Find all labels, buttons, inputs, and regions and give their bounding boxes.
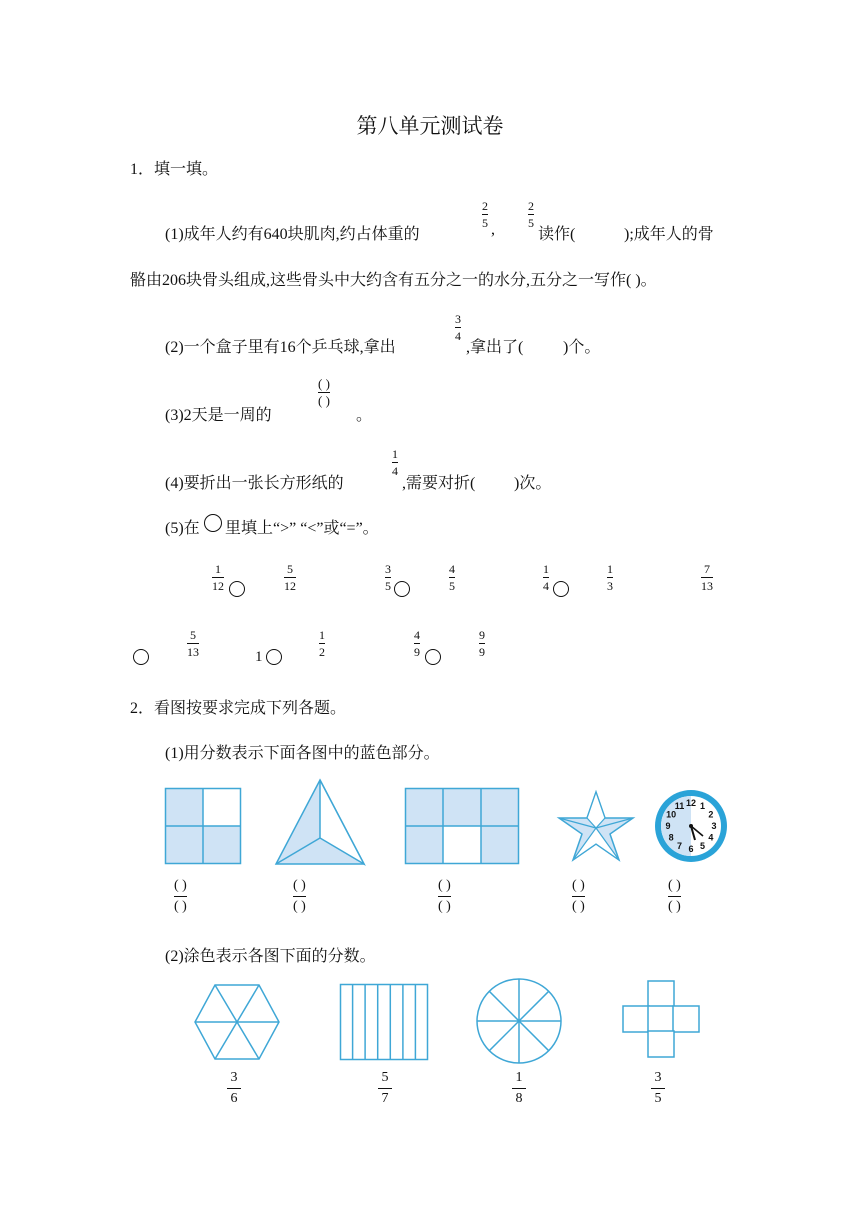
clock-number: 11: [674, 801, 685, 812]
clock-number: 3: [711, 821, 717, 831]
compare-2-answer-circle[interactable]: [394, 581, 410, 597]
target-fraction-striped: 5 7: [378, 1071, 392, 1106]
figure-striped-rectangle: [340, 984, 428, 1060]
compare-1-answer-circle[interactable]: [229, 581, 245, 597]
compare-3-left: 1 4: [543, 562, 549, 593]
q4-fraction: 1 4: [392, 447, 398, 478]
compare-5-answer-circle[interactable]: [266, 649, 282, 665]
q5-text-a: (5)在: [165, 520, 200, 537]
compare-2-right: 4 5: [449, 562, 455, 593]
q4-text-c: )次。: [514, 475, 552, 492]
section2-sub1: (1)用分数表示下面各图中的蓝色部分。: [165, 745, 440, 762]
answer-fraction-4[interactable]: ( ) ( ): [572, 878, 585, 914]
figure-square-grid: [165, 788, 241, 864]
q3-text-b: 。: [356, 407, 373, 424]
figure-hexagon: [194, 984, 280, 1060]
figure-circle-sectors: [476, 978, 562, 1064]
clock-number: 10: [666, 809, 677, 820]
compare-4-left: 7 13: [701, 562, 713, 593]
page-title: 第八单元测试卷: [356, 114, 504, 138]
clock-number: 2: [708, 809, 714, 820]
answer-fraction-1[interactable]: ( ) ( ): [174, 878, 187, 914]
clock-icon: [653, 788, 729, 864]
answer-fraction-3[interactable]: ( ) ( ): [438, 878, 451, 914]
compare-4-answer-circle[interactable]: [133, 649, 149, 665]
q1-comma: ,: [491, 221, 495, 238]
clock-number: 6: [688, 844, 694, 854]
q3-answer-fraction[interactable]: ( ) ( ): [318, 376, 330, 408]
compare-4-right: 5 13: [187, 628, 199, 659]
q2-fraction: 3 4: [455, 312, 461, 343]
circle-symbol-icon: [204, 514, 222, 532]
clock-number: 5: [699, 840, 706, 851]
q1-text-c: );成年人的骨: [624, 226, 714, 243]
target-fraction-circle: 1 8: [512, 1071, 526, 1106]
compare-1-right: 5 12: [284, 562, 296, 593]
answer-fraction-5[interactable]: ( ) ( ): [668, 878, 681, 914]
compare-6-answer-circle[interactable]: [425, 649, 441, 665]
target-fraction-hexagon: 3 6: [227, 1071, 241, 1106]
q5-text-b: 里填上“>” “<”或“=”。: [225, 520, 379, 537]
clock-number: 4: [708, 832, 714, 843]
section2-sub2: (2)涂色表示各图下面的分数。: [165, 948, 376, 965]
figure-triangle: [274, 778, 366, 866]
clock-number: 8: [668, 832, 674, 843]
q3-text-a: (3)2天是一周的: [165, 407, 272, 424]
q1-fraction-2: 2 5: [528, 199, 534, 230]
compare-5-right: 1 2: [319, 628, 325, 659]
compare-5-left: 1: [255, 649, 263, 665]
answer-fraction-2[interactable]: ( ) ( ): [293, 878, 306, 914]
q2-text-c: )个。: [563, 339, 601, 356]
clock-number: 9: [665, 821, 671, 831]
q4-text-b: ,需要对折(: [402, 475, 476, 492]
q1-text-b: 读作(: [538, 226, 576, 243]
target-fraction-cross: 3 5: [651, 1071, 665, 1106]
figure-star: [558, 790, 634, 862]
clock-number: 1: [699, 801, 706, 812]
section1-heading: 1．填一填。: [130, 161, 219, 178]
clock-number: 12: [685, 798, 697, 808]
q1-text-line2: 骼由206块骨头组成,这些骨头中大约含有五分之一的水分,五分之一写作( )。: [130, 272, 657, 289]
q2-text-a: (2)一个盒子里有16个乒乓球,拿出: [165, 339, 396, 356]
q1-fraction-1: 2 5: [482, 199, 488, 230]
clock-number: 7: [676, 840, 683, 851]
compare-6-right: 9 9: [479, 628, 485, 659]
q2-text-b: ,拿出了(: [466, 339, 524, 356]
compare-3-answer-circle[interactable]: [553, 581, 569, 597]
q4-text-a: (4)要折出一张长方形纸的: [165, 475, 344, 492]
q1-text-a: (1)成年人约有640块肌肉,约占体重的: [165, 226, 420, 243]
figure-cross: [622, 980, 700, 1058]
compare-2-left: 3 5: [385, 562, 391, 593]
compare-3-right: 1 3: [607, 562, 613, 593]
compare-6-left: 4 9: [414, 628, 420, 659]
figure-rectangle-grid: [405, 788, 519, 864]
compare-1-left: 1 12: [212, 562, 224, 593]
section2-heading: 2．看图按要求完成下列各题。: [130, 700, 347, 717]
